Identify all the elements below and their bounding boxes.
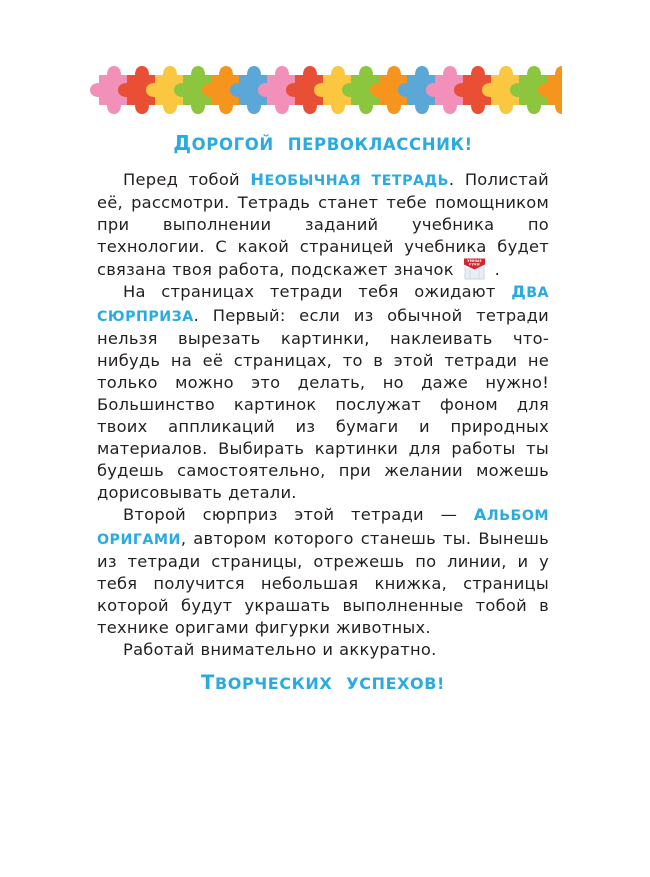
keyword-rest: ВА СЮРПРИЗА [97, 285, 549, 325]
p4-text: Работай внимательно и аккуратно. [123, 639, 437, 659]
page-title [97, 131, 549, 155]
keyword-initial: Н [250, 170, 265, 189]
p2-text-after-keyword: . Первый: если из обычной тетради нельзя вырезать картинки, наклеивать что-нибудь на её страницах, то в этой тетради не только можно это делать, но даже нужно! Большинство картинок послужат фоном для твоих аппликаций из бумаги и природных материалов. Выбирать картинки для работы ты будешь самостоятельно, при желании можешь дорисовывать детали. [97, 305, 549, 503]
puzzle-strip-border [88, 58, 562, 120]
keyword-neobychnaya-tetrad [250, 170, 449, 189]
puzzle-piece [538, 66, 562, 114]
title-initial: Д [173, 131, 192, 155]
keyword-initial: А [473, 505, 487, 525]
p2-text-before-keyword: На страницах тетради тебя ожидают [123, 282, 512, 302]
p1-text-tail: . [488, 260, 501, 280]
article-body [97, 131, 549, 694]
svg-text:УМНЫЕ: УМНЫЕ [466, 259, 482, 264]
keyword-rest: ЕОБЫЧНАЯ ТЕТРАДЬ [264, 173, 449, 189]
paragraph-1 [97, 169, 549, 281]
p1-text-after-keyword: . Полистай её, рассмотри. Тетрадь станет тебе помощником при выполнении заданий учебника по технологии. С какой страницей учебника будет связана твоя работа, подскажет значок [97, 170, 550, 280]
umnye-ruki-book-icon [462, 258, 487, 280]
p3-text-after-keyword: , автором которого станешь ты. Вынешь из тетради страницы, отрежешь по линии, и у тебя получится небольшая книжка, страницы которой будут украшать выполненные тобой в технике оригами фигурки животных. [97, 528, 549, 637]
title-word-2: ПЕРВОКЛАССНИК! [287, 135, 473, 154]
closing-line [97, 671, 549, 694]
closing-initial: Т [201, 671, 215, 695]
title-word-1: ОРОГОЙ [191, 135, 274, 154]
closing-word-2: УСПЕХОВ! [346, 674, 445, 694]
paragraph-2 [97, 281, 549, 504]
p1-text-before-keyword: Перед тобой [123, 170, 251, 189]
svg-text:РУКИ: РУКИ [468, 262, 480, 267]
paragraph-4 [97, 639, 549, 661]
closing-word-1: ВОРЧЕСКИХ [214, 674, 333, 694]
keyword-initial: Д [511, 282, 527, 302]
paragraph-3 [97, 504, 549, 639]
keyword-rest: ЛЬБОМ ОРИГАМИ [97, 508, 549, 548]
p3-text-before-keyword: Второй сюрприз этой тетради — [123, 505, 474, 525]
